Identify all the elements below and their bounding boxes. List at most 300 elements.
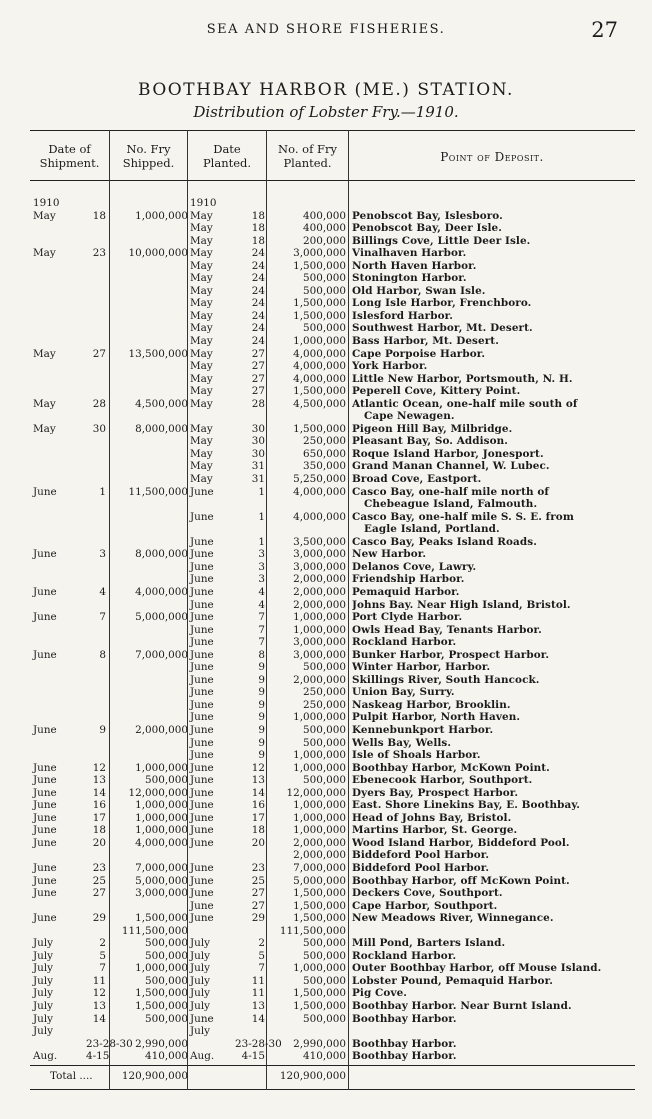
plant-month: June bbox=[190, 623, 214, 636]
table-row bbox=[30, 950, 635, 963]
fry-planted: 1,500,000 bbox=[293, 899, 346, 912]
plant-month: May bbox=[190, 385, 213, 398]
plant-month: June bbox=[190, 824, 214, 837]
deposit-point: Old Harbor, Swan Isle. bbox=[352, 284, 486, 297]
plant-month: May bbox=[190, 435, 213, 448]
fry-planted: 500,000 bbox=[303, 272, 346, 285]
plant-day: 27 bbox=[251, 360, 265, 373]
table-row bbox=[30, 398, 635, 411]
plant-month: June bbox=[190, 836, 214, 849]
fry-planted: 650,000 bbox=[303, 447, 346, 460]
fry-shipped: 4,500,000 bbox=[135, 397, 188, 410]
total-row bbox=[30, 1070, 635, 1083]
table-row bbox=[30, 536, 635, 549]
plant-day: 24 bbox=[251, 335, 265, 348]
fry-shipped: 12,000,000 bbox=[128, 786, 188, 799]
fry-shipped: 410,000 bbox=[145, 1050, 188, 1063]
ship-month: May bbox=[33, 347, 56, 360]
fry-planted: 3,500,000 bbox=[293, 535, 346, 548]
fry-planted: 250,000 bbox=[303, 435, 346, 448]
fry-shipped: 1,500,000 bbox=[135, 1000, 188, 1012]
fry-planted: 1,000,000 bbox=[293, 335, 346, 348]
fry-shipped: 500,000 bbox=[145, 937, 188, 950]
deposit-point: Pigeon Hill Bay, Milbridge. bbox=[352, 422, 513, 435]
plant-month: May bbox=[190, 247, 213, 260]
table-row bbox=[30, 360, 635, 373]
plant-day: 30 bbox=[251, 447, 265, 460]
deposit-point: Penobscot Bay, Deer Isle. bbox=[352, 222, 502, 235]
table-bottom-rule bbox=[30, 1089, 635, 1090]
ship-day: 18 bbox=[92, 209, 106, 222]
ship-day: 28 bbox=[92, 397, 106, 410]
plant-month: June bbox=[190, 686, 214, 699]
plant-month: June bbox=[190, 636, 214, 649]
fry-planted: 2,990,000 bbox=[293, 1037, 346, 1050]
ship-day: 9 bbox=[99, 723, 106, 736]
deposit-point: Mill Pond, Barters Island. bbox=[352, 937, 506, 950]
plant-month: May bbox=[190, 335, 213, 348]
fry-shipped: 7,000,000 bbox=[135, 648, 188, 661]
table-row bbox=[30, 611, 635, 624]
table-row bbox=[30, 197, 635, 210]
ship-day: 4 bbox=[99, 585, 106, 598]
fry-shipped: 500,000 bbox=[145, 1012, 188, 1025]
deposit-point: Southwest Harbor, Mt. Desert. bbox=[352, 322, 533, 335]
plant-month: May bbox=[190, 322, 213, 335]
plant-day: 18 bbox=[251, 209, 265, 222]
table-row bbox=[30, 887, 635, 900]
deposit-point: Martins Harbor, St. George. bbox=[352, 824, 518, 837]
plant-day: 27 bbox=[251, 385, 265, 398]
plant-day: 7 bbox=[258, 623, 265, 636]
ship-day: 20 bbox=[92, 836, 106, 849]
fry-planted: 2,000,000 bbox=[293, 836, 346, 849]
ship-month: June bbox=[33, 836, 57, 849]
fry-planted: 2,000,000 bbox=[293, 585, 346, 598]
fry-planted: 3,000,000 bbox=[293, 247, 346, 260]
plant-day: 9 bbox=[258, 686, 265, 699]
table-row bbox=[30, 799, 635, 812]
plant-month: June bbox=[190, 535, 214, 548]
deposit-point: Boothbay Harbor, McKown Point. bbox=[352, 761, 550, 774]
fry-shipped: 2,990,000 bbox=[135, 1037, 188, 1050]
table-row bbox=[30, 486, 635, 499]
table-row bbox=[30, 749, 635, 762]
ship-day: 13 bbox=[92, 774, 106, 787]
table-row bbox=[30, 460, 635, 473]
plant-month: May bbox=[190, 297, 213, 310]
plant-month: May bbox=[190, 397, 213, 410]
plant-day: 23 bbox=[251, 861, 265, 874]
plant-month: June bbox=[190, 711, 214, 724]
deposit-point: Kennebunkport Harbor. bbox=[352, 723, 494, 736]
total-planted: 120,900,000 bbox=[279, 1070, 346, 1082]
plant-month: June bbox=[190, 736, 214, 749]
fry-shipped: 1,000,000 bbox=[135, 962, 188, 975]
deposit-point: East. Shore Linekins Bay, E. Boothbay. bbox=[352, 799, 581, 812]
deposit-point: Winter Harbor, Harbor. bbox=[352, 661, 491, 674]
ship-day: 1 bbox=[99, 485, 106, 498]
table-row bbox=[30, 762, 635, 775]
plant-day: 3 bbox=[258, 573, 265, 586]
plant-month: June bbox=[190, 648, 214, 661]
fry-shipped: 13,500,000 bbox=[128, 347, 188, 360]
plant-month: June bbox=[190, 548, 214, 561]
fry-shipped: 3,000,000 bbox=[135, 887, 188, 900]
ship-month: June bbox=[33, 912, 57, 925]
total-shipped: 120,900,000 bbox=[121, 1070, 188, 1082]
header-fry-planted: No. of Fry Planted. bbox=[278, 142, 337, 170]
fry-shipped: 1,500,000 bbox=[135, 987, 188, 1000]
fry-planted: 400,000 bbox=[303, 222, 346, 235]
header-point-of-deposit: Point of Deposit. bbox=[440, 150, 544, 164]
ship-month: May bbox=[33, 209, 56, 222]
fry-shipped: 5,000,000 bbox=[135, 611, 188, 624]
fry-planted: 1,500,000 bbox=[293, 422, 346, 435]
table-row bbox=[30, 849, 635, 862]
table-row bbox=[30, 987, 635, 1000]
table-row bbox=[30, 599, 635, 612]
deposit-point: Boothbay Harbor. bbox=[352, 1037, 457, 1050]
plant-month: May bbox=[190, 372, 213, 385]
fry-planted: 111,500,000 bbox=[279, 924, 346, 937]
deposit-point: Cape Porpoise Harbor. bbox=[352, 347, 486, 360]
deposit-point: Biddeford Pool Harbor. bbox=[352, 861, 490, 874]
plant-month: July bbox=[190, 1025, 211, 1038]
ship-day: 13 bbox=[92, 1000, 106, 1012]
ship-day: 11 bbox=[92, 974, 106, 987]
plant-day: 18 bbox=[251, 222, 265, 235]
fry-planted: 3,000,000 bbox=[293, 648, 346, 661]
deposit-point: Penobscot Bay, Islesboro. bbox=[352, 209, 503, 222]
ship-day: 4-15 bbox=[86, 1050, 110, 1063]
fry-shipped: 500,000 bbox=[145, 974, 188, 987]
table-row bbox=[30, 862, 635, 875]
fry-planted: 3,000,000 bbox=[293, 548, 346, 561]
fry-shipped: 1,500,000 bbox=[135, 912, 188, 925]
table-row bbox=[30, 247, 635, 260]
plant-day: 27 bbox=[251, 887, 265, 900]
fry-planted: 1,000,000 bbox=[293, 611, 346, 624]
plant-day: 29 bbox=[251, 912, 265, 925]
table-row bbox=[30, 573, 635, 586]
ship-day: 27 bbox=[92, 887, 106, 900]
ship-month: June bbox=[33, 874, 57, 887]
ship-day: 16 bbox=[92, 799, 106, 812]
plant-day: 31 bbox=[251, 460, 265, 473]
ship-month: May bbox=[33, 397, 56, 410]
deposit-point: Broad Cove, Eastport. bbox=[352, 473, 482, 486]
table-row bbox=[30, 586, 635, 599]
deposit-point: Wells Bay, Wells. bbox=[352, 736, 452, 749]
ship-month: Aug. bbox=[33, 1050, 58, 1063]
fry-planted: 4,000,000 bbox=[293, 360, 346, 373]
deposit-point: Long Isle Harbor, Frenchboro. bbox=[352, 297, 532, 310]
table-row bbox=[30, 875, 635, 888]
fry-planted: 250,000 bbox=[303, 698, 346, 711]
fry-planted: 1,000,000 bbox=[293, 749, 346, 762]
deposit-point: Owls Head Bay, Tenants Harbor. bbox=[352, 623, 542, 636]
deposit-point: Chebeague Island, Falmouth. bbox=[364, 498, 538, 511]
plant-month: July bbox=[190, 987, 211, 1000]
fry-planted: 500,000 bbox=[303, 974, 346, 987]
plant-month: June bbox=[190, 774, 214, 787]
plant-month: July bbox=[190, 974, 211, 987]
plant-month: 1910 bbox=[190, 197, 217, 209]
plant-month: June bbox=[190, 611, 214, 624]
fry-planted: 5,250,000 bbox=[293, 473, 346, 486]
plant-day: 3 bbox=[258, 548, 265, 561]
deposit-point: Casco Bay, Peaks Island Roads. bbox=[352, 535, 537, 548]
fry-shipped: 2,000,000 bbox=[135, 723, 188, 736]
deposit-point: Islesford Harbor. bbox=[352, 309, 453, 322]
fry-shipped: 11,500,000 bbox=[128, 485, 188, 498]
deposit-point: Roque Island Harbor, Jonesport. bbox=[352, 447, 544, 460]
fry-planted: 500,000 bbox=[303, 949, 346, 962]
plant-day: 11 bbox=[251, 974, 265, 987]
fry-planted: 2,000,000 bbox=[293, 598, 346, 611]
table-top-rule bbox=[30, 130, 635, 131]
plant-month: July bbox=[190, 937, 211, 950]
fry-planted: 2,000,000 bbox=[293, 673, 346, 686]
table-row bbox=[30, 297, 635, 310]
plant-month: June bbox=[190, 598, 214, 611]
deposit-point: Lobster Pound, Pemaquid Harbor. bbox=[352, 974, 553, 987]
fry-shipped: 8,000,000 bbox=[135, 548, 188, 561]
distribution-table bbox=[30, 130, 635, 1090]
fry-planted: 12,000,000 bbox=[286, 786, 346, 799]
deposit-point: Cape Newagen. bbox=[364, 410, 455, 423]
plant-day: 25 bbox=[251, 874, 265, 887]
table-row bbox=[30, 448, 635, 461]
plant-month: May bbox=[190, 360, 213, 373]
header-date-planted: Date Planted. bbox=[202, 142, 252, 170]
table-row bbox=[30, 724, 635, 737]
fry-planted: 410,000 bbox=[303, 1050, 346, 1063]
ship-month: May bbox=[33, 422, 56, 435]
plant-day: 30 bbox=[251, 435, 265, 448]
table-row bbox=[30, 222, 635, 235]
plant-day: 18 bbox=[251, 824, 265, 837]
table-row bbox=[30, 423, 635, 436]
fry-planted: 1,500,000 bbox=[293, 987, 346, 1000]
table-row bbox=[30, 711, 635, 724]
fry-shipped: 5,000,000 bbox=[135, 874, 188, 887]
table-row bbox=[30, 900, 635, 913]
plant-month: May bbox=[190, 422, 213, 435]
fry-planted: 1,000,000 bbox=[293, 711, 346, 724]
ship-month: July bbox=[33, 962, 54, 975]
deposit-point: Atlantic Ocean, one-half mile south of bbox=[352, 397, 578, 410]
deposit-point: Pleasant Bay, So. Addison. bbox=[352, 435, 509, 448]
table-row bbox=[30, 498, 635, 511]
ship-day: 27 bbox=[92, 347, 106, 360]
plant-month: June bbox=[190, 560, 214, 573]
deposit-point: Naskeag Harbor, Brooklin. bbox=[352, 698, 511, 711]
plant-day: 31 bbox=[251, 473, 265, 486]
table-row bbox=[30, 624, 635, 637]
plant-day: 18 bbox=[251, 234, 265, 247]
fry-planted: 7,000,000 bbox=[293, 861, 346, 874]
table-body bbox=[30, 197, 635, 1063]
table-row bbox=[30, 837, 635, 850]
ship-day: 7 bbox=[99, 962, 106, 975]
deposit-point: Wood Island Harbor, Biddeford Pool. bbox=[352, 836, 570, 849]
ship-month: June bbox=[33, 585, 57, 598]
plant-day: 30 bbox=[251, 422, 265, 435]
table-row bbox=[30, 912, 635, 925]
ship-month: June bbox=[33, 723, 57, 736]
fry-shipped: 500,000 bbox=[145, 949, 188, 962]
plant-month: June bbox=[190, 723, 214, 736]
fry-planted: 4,000,000 bbox=[293, 347, 346, 360]
page-subtitle: Distribution of Lobster Fry.—1910. bbox=[193, 103, 459, 121]
ship-month: July bbox=[33, 1025, 54, 1038]
plant-day: 1 bbox=[258, 510, 265, 523]
plant-month: May bbox=[190, 272, 213, 285]
table-row bbox=[30, 937, 635, 950]
fry-planted: 1,000,000 bbox=[293, 761, 346, 774]
deposit-point: Rockland Harbor. bbox=[352, 636, 457, 649]
table-row bbox=[30, 812, 635, 825]
table-row bbox=[30, 699, 635, 712]
fry-planted: 1,000,000 bbox=[293, 824, 346, 837]
fry-planted: 1,500,000 bbox=[293, 259, 346, 272]
fry-planted: 2,000,000 bbox=[293, 573, 346, 586]
plant-month: June bbox=[190, 861, 214, 874]
table-row bbox=[30, 373, 635, 386]
plant-day: 9 bbox=[258, 661, 265, 674]
plant-day: 27 bbox=[251, 347, 265, 360]
plant-day: 20 bbox=[251, 836, 265, 849]
plant-day: 17 bbox=[251, 811, 265, 824]
ship-day: 5 bbox=[99, 949, 106, 962]
plant-day: 27 bbox=[251, 899, 265, 912]
fry-shipped: 8,000,000 bbox=[135, 422, 188, 435]
plant-day: 9 bbox=[258, 711, 265, 724]
ship-month: July bbox=[33, 1012, 54, 1025]
fry-planted: 5,000,000 bbox=[293, 874, 346, 887]
fry-planted: 1,000,000 bbox=[293, 811, 346, 824]
fry-planted: 1,000,000 bbox=[293, 962, 346, 975]
plant-month: July bbox=[190, 1000, 211, 1012]
plant-month: Aug. bbox=[190, 1050, 215, 1063]
total-top-rule bbox=[30, 1065, 635, 1066]
ship-month: June bbox=[33, 611, 57, 624]
plant-day: 27 bbox=[251, 372, 265, 385]
deposit-point: Casco Bay, one-half mile north of bbox=[352, 485, 549, 498]
table-row bbox=[30, 310, 635, 323]
table-row bbox=[30, 1050, 635, 1063]
deposit-point: Deckers Cove, Southport. bbox=[352, 887, 503, 900]
plant-day: 7 bbox=[258, 611, 265, 624]
deposit-point: Pemaquid Harbor. bbox=[352, 585, 460, 598]
plant-month: May bbox=[190, 460, 213, 473]
plant-month: June bbox=[190, 786, 214, 799]
deposit-point: Bunker Harbor, Prospect Harbor. bbox=[352, 648, 550, 661]
table-row bbox=[30, 661, 635, 674]
plant-day: 9 bbox=[258, 673, 265, 686]
plant-day: 8 bbox=[258, 648, 265, 661]
deposit-point: Casco Bay, one-half mile S. S. E. from bbox=[352, 510, 574, 523]
fry-shipped: 500,000 bbox=[145, 774, 188, 787]
plant-month: June bbox=[190, 749, 214, 762]
plant-day: 28 bbox=[251, 397, 265, 410]
ship-day: 14 bbox=[92, 786, 106, 799]
plant-day: 14 bbox=[251, 1012, 265, 1025]
ship-day: 23 bbox=[92, 861, 106, 874]
table-row bbox=[30, 561, 635, 574]
ship-day: 23 bbox=[92, 247, 106, 260]
table-row bbox=[30, 410, 635, 423]
deposit-point: North Haven Harbor. bbox=[352, 259, 477, 272]
ship-day: 30 bbox=[92, 422, 106, 435]
plant-day: 24 bbox=[251, 284, 265, 297]
plant-day: 24 bbox=[251, 259, 265, 272]
ship-day: 2 bbox=[99, 937, 106, 950]
deposit-point: Bass Harbor, Mt. Desert. bbox=[352, 335, 499, 348]
fry-planted: 1,500,000 bbox=[293, 297, 346, 310]
ship-day: 7 bbox=[99, 611, 106, 624]
plant-day: 24 bbox=[251, 247, 265, 260]
plant-month: May bbox=[190, 447, 213, 460]
fry-planted: 4,000,000 bbox=[293, 372, 346, 385]
deposit-point: York Harbor. bbox=[352, 360, 428, 373]
table-row bbox=[30, 1038, 635, 1051]
fry-planted: 500,000 bbox=[303, 937, 346, 950]
ship-day: 14 bbox=[92, 1012, 106, 1025]
fry-planted: 4,500,000 bbox=[293, 397, 346, 410]
deposit-point: Johns Bay. Near High Island, Bristol. bbox=[352, 598, 571, 611]
fry-shipped: 1,000,000 bbox=[135, 761, 188, 774]
fry-shipped: 111,500,000 bbox=[121, 924, 188, 937]
deposit-point: Boothbay Harbor. Near Burnt Island. bbox=[352, 1000, 572, 1012]
ship-month: June bbox=[33, 761, 57, 774]
plant-month: June bbox=[190, 485, 214, 498]
table-row bbox=[30, 787, 635, 800]
table-row bbox=[30, 335, 635, 348]
fry-shipped: 4,000,000 bbox=[135, 585, 188, 598]
ship-month: July bbox=[33, 949, 54, 962]
plant-day: 2 bbox=[258, 937, 265, 950]
deposit-point: Pulpit Harbor, North Haven. bbox=[352, 711, 521, 724]
ship-month: June bbox=[33, 799, 57, 812]
plant-month: June bbox=[190, 510, 214, 523]
plant-day: 12 bbox=[251, 761, 265, 774]
table-row bbox=[30, 962, 635, 975]
plant-month: June bbox=[190, 887, 214, 900]
deposit-point: Port Clyde Harbor. bbox=[352, 611, 463, 624]
page-title: BOOTHBAY HARBOR (ME.) STATION. bbox=[138, 80, 514, 100]
ship-month: June bbox=[33, 786, 57, 799]
plant-day: 3 bbox=[258, 560, 265, 573]
fry-planted: 1,500,000 bbox=[293, 309, 346, 322]
plant-day: 9 bbox=[258, 749, 265, 762]
plant-month: May bbox=[190, 234, 213, 247]
plant-month: June bbox=[190, 661, 214, 674]
plant-day: 9 bbox=[258, 698, 265, 711]
fry-planted: 200,000 bbox=[303, 234, 346, 247]
deposit-point: Eagle Island, Portland. bbox=[364, 523, 500, 536]
fry-planted: 500,000 bbox=[303, 322, 346, 335]
table-row bbox=[30, 210, 635, 223]
header-shipment-date: Date of Shipment. bbox=[39, 142, 100, 170]
deposit-point: Friendship Harbor. bbox=[352, 573, 465, 586]
plant-month: June bbox=[190, 585, 214, 598]
plant-month: May bbox=[190, 284, 213, 297]
plant-month: July bbox=[190, 949, 211, 962]
fry-planted: 3,000,000 bbox=[293, 636, 346, 649]
